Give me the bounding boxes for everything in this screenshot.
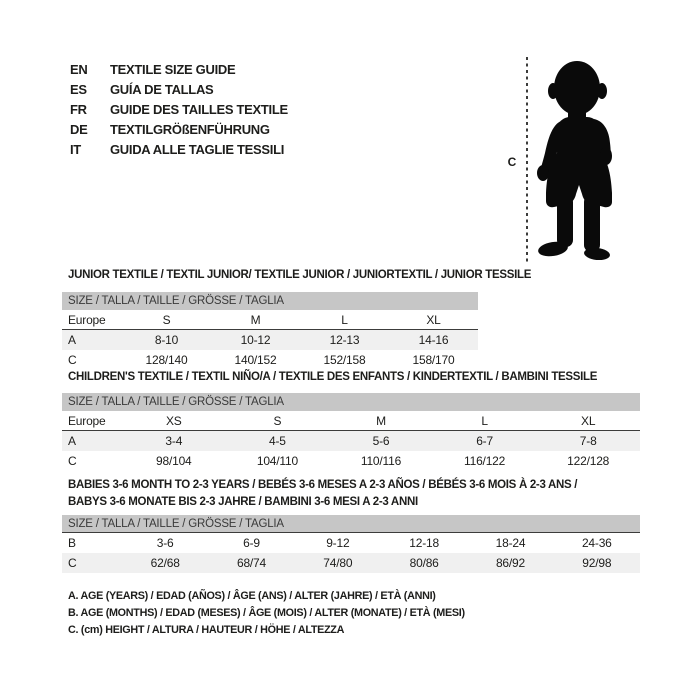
junior-size-header-bar: SIZE / TALLA / TAILLE / GRÖSSE / TAGLIA xyxy=(62,292,478,310)
size-value: 68/74 xyxy=(236,556,266,570)
row-label: B xyxy=(68,536,76,550)
size-value: XL xyxy=(581,413,596,428)
language-code: IT xyxy=(70,141,81,157)
size-value: 122/128 xyxy=(567,454,610,468)
size-value: 140/152 xyxy=(234,353,277,367)
children-table-rows xyxy=(62,411,640,471)
babies-table-rows xyxy=(62,533,640,573)
size-value: 12-18 xyxy=(409,536,439,550)
size-value: 92/98 xyxy=(582,556,612,570)
junior-table-rows xyxy=(62,310,478,370)
row-label: C xyxy=(68,353,77,367)
size-value: 12-13 xyxy=(329,333,360,347)
size-value: 6-7 xyxy=(476,434,493,448)
size-value: 10-12 xyxy=(240,333,271,347)
language-row xyxy=(70,59,288,79)
size-value: L xyxy=(481,413,488,428)
babies-size-header-bar: SIZE / TALLA / TAILLE / GRÖSSE / TAGLIA xyxy=(62,515,640,533)
language-list xyxy=(70,59,288,159)
row-label: Europe xyxy=(68,413,106,428)
size-value: 62/68 xyxy=(150,556,180,570)
size-value: 128/140 xyxy=(145,353,188,367)
size-value: XL xyxy=(426,312,441,327)
size-value: 104/110 xyxy=(256,454,298,468)
size-value: 74/80 xyxy=(323,556,353,570)
size-value: 24-36 xyxy=(581,536,612,550)
size-value: 110/116 xyxy=(360,454,402,468)
size-value: S xyxy=(162,312,171,327)
size-value: 6-9 xyxy=(243,536,260,550)
language-title: GUÍA DE TALLAS xyxy=(110,81,214,97)
size-value: 3-4 xyxy=(165,434,183,448)
row-label: C xyxy=(68,556,77,570)
table-row xyxy=(62,431,640,451)
language-row xyxy=(70,79,288,99)
size-value: 7-8 xyxy=(579,434,597,448)
size-value: 18-24 xyxy=(495,536,526,550)
table-row xyxy=(62,330,478,350)
language-title: GUIDE DES TAILLES TEXTILE xyxy=(110,101,288,117)
row-label: Europe xyxy=(68,312,106,327)
row-label: C xyxy=(68,454,77,468)
babies-section-title xyxy=(68,477,577,511)
junior-title-line: JUNIOR TEXTILE / TEXTIL JUNIOR/ TEXTILE JUNIOR / JUNIORTEXTIL / JUNIOR TESSILE xyxy=(68,269,532,281)
size-value: 9-12 xyxy=(326,536,350,550)
table-row xyxy=(62,310,478,330)
language-code: DE xyxy=(70,121,88,137)
language-code: ES xyxy=(70,81,87,97)
table-row xyxy=(62,411,640,431)
size-value: 14-16 xyxy=(418,333,449,347)
babies-size-table xyxy=(62,515,640,573)
size-value: 152/158 xyxy=(323,353,366,367)
table-row xyxy=(62,451,640,471)
size-value: M xyxy=(376,413,386,428)
children-title-line: CHILDREN'S TEXTILE / TEXTIL NIÑO/A / TEXTILE DES ENFANTS / KINDERTEXTIL / BAMBINI TESSILE xyxy=(68,371,598,383)
size-value: 158/170 xyxy=(412,353,455,367)
size-value: 4-5 xyxy=(269,434,286,448)
legend-note: A. AGE (YEARS) / EDAD (AÑOS) / ÂGE (ANS) / ALTER (JAHRE) / ETÀ (ANNI) xyxy=(68,590,436,602)
language-title: TEXTILE SIZE GUIDE xyxy=(110,61,236,77)
height-dashed-line xyxy=(526,57,528,263)
size-value: L xyxy=(341,312,348,327)
language-code: EN xyxy=(70,61,88,77)
row-label: A xyxy=(68,434,76,448)
junior-section-title xyxy=(68,267,531,284)
table-row xyxy=(62,350,478,370)
size-value: 98/104 xyxy=(156,454,192,468)
size-value: XS xyxy=(165,413,182,428)
language-title: GUIDA ALLE TAGLIE TESSILI xyxy=(110,141,285,157)
language-code: FR xyxy=(70,101,87,117)
legend-note: B. AGE (MONTHS) / EDAD (MESES) / ÂGE (MOIS) / ALTER (MONATE) / ETÀ (MESI) xyxy=(68,607,465,619)
language-row xyxy=(70,99,288,119)
row-label: A xyxy=(68,333,76,347)
baby-silhouette-icon xyxy=(528,55,633,260)
size-value: 80/86 xyxy=(409,556,439,570)
height-measure-label: C xyxy=(507,155,517,169)
size-value: 5-6 xyxy=(372,434,390,448)
size-value: 8-10 xyxy=(154,333,179,347)
junior-size-table xyxy=(62,292,478,370)
table-row xyxy=(62,553,640,573)
legend-notes xyxy=(68,588,465,639)
children-size-header-bar: SIZE / TALLA / TAILLE / GRÖSSE / TAGLIA xyxy=(62,393,640,411)
table-row xyxy=(62,533,640,553)
size-value: 3-6 xyxy=(156,536,174,550)
size-value: M xyxy=(250,312,261,327)
children-size-table xyxy=(62,393,640,471)
size-value: S xyxy=(273,413,282,428)
children-section-title xyxy=(68,369,597,386)
language-title: TEXTILGRÖßENFÜHRUNG xyxy=(110,121,270,137)
babies-title-line: BABIES 3-6 MONTH TO 2-3 YEARS / BEBÉS 3-6 MESES A 2-3 AÑOS / BÉBÉS 3-6 MOIS À 2-3 ANS / xyxy=(68,479,578,491)
babies-title-line: BABYS 3-6 MONATE BIS 2-3 JAHRE / BAMBINI 3-6 MESI A 2-3 ANNI xyxy=(68,496,418,508)
size-value: 86/92 xyxy=(495,556,525,570)
size-value: 116/122 xyxy=(464,454,506,468)
language-row xyxy=(70,119,288,139)
language-row xyxy=(70,139,288,159)
legend-note: C. (cm) HEIGHT / ALTURA / HAUTEUR / HÖHE / ALTEZZA xyxy=(68,624,345,636)
